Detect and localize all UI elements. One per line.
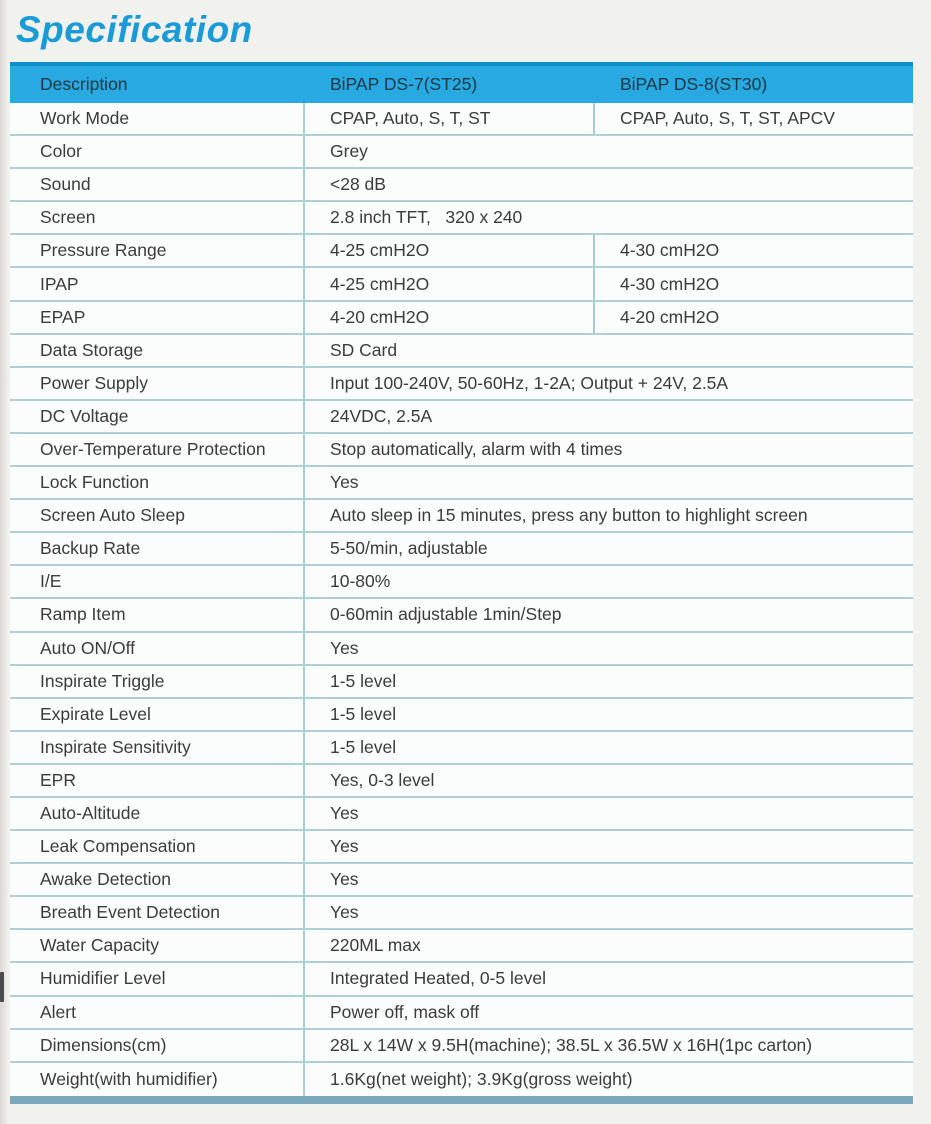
row-value: 1-5 level [330, 670, 397, 691]
row-label: Humidifier Level [10, 963, 305, 994]
row-value: Yes [330, 869, 359, 890]
row-value: 1-5 level [330, 736, 397, 757]
row-value: Stop automatically, alarm with 4 times [330, 438, 623, 459]
table-row [10, 831, 913, 864]
table-row [10, 798, 913, 831]
row-label: Alert [10, 997, 305, 1028]
row-value-ds8: 4-30 cmH2O [620, 273, 720, 294]
table-row [10, 467, 913, 500]
row-label: Water Capacity [10, 930, 305, 961]
table-row [10, 732, 913, 765]
row-value: 2.8 inch TFT, 320 x 240 [330, 207, 523, 228]
row-label: Leak Compensation [10, 831, 305, 862]
row-label: Backup Rate [10, 533, 305, 564]
table-row [10, 500, 913, 533]
row-value: 5-50/min, adjustable [330, 538, 488, 559]
table-row [10, 997, 913, 1030]
row-label: Ramp Item [10, 599, 305, 630]
row-value: Integrated Heated, 0-5 level [330, 968, 546, 989]
row-label: Dimensions(cm) [10, 1030, 305, 1061]
table-row [10, 1030, 913, 1063]
row-value: <28 dB [330, 174, 386, 195]
table-row [10, 599, 913, 632]
table-row [10, 566, 913, 599]
table-row [10, 533, 913, 566]
row-label: Inspirate Sensitivity [10, 732, 305, 763]
table-row [10, 103, 913, 136]
table-body [10, 103, 913, 1096]
row-label: Awake Detection [10, 864, 305, 895]
row-label: Lock Function [10, 467, 305, 498]
row-label: Pressure Range [10, 235, 305, 266]
row-value: Yes [330, 803, 359, 824]
row-value: Grey [330, 141, 368, 162]
row-value: 0-60min adjustable 1min/Step [330, 604, 562, 625]
row-value: 1-5 level [330, 703, 397, 724]
row-value-ds7: 4-20 cmH2O [305, 302, 595, 333]
row-value: Input 100-240V, 50-60Hz, 1-2A; Output + 24V, 2.5A [330, 372, 729, 393]
table-row [10, 368, 913, 401]
table-row [10, 666, 913, 699]
table-row [10, 202, 913, 235]
row-value: Yes [330, 472, 359, 493]
row-label: Power Supply [10, 368, 305, 399]
row-label: Over-Temperature Protection [10, 434, 305, 465]
table-row [10, 268, 913, 301]
row-label: Expirate Level [10, 699, 305, 730]
row-value: SD Card [330, 339, 398, 360]
row-value: 24VDC, 2.5A [330, 405, 433, 426]
row-value: Yes, 0-3 level [330, 769, 435, 790]
row-label: Screen [10, 202, 305, 233]
row-label: Weight(with humidifier) [10, 1063, 305, 1096]
header-bipap-ds7: BiPAP DS-7(ST25) [330, 74, 478, 94]
row-value-ds8: 4-20 cmH2O [620, 306, 720, 327]
header-description: Description [40, 74, 128, 94]
row-label: Work Mode [10, 103, 305, 134]
row-value-ds8: 4-30 cmH2O [620, 240, 720, 261]
row-value-ds7: 4-25 cmH2O [305, 268, 595, 299]
row-label: Inspirate Triggle [10, 666, 305, 697]
row-label: Color [10, 136, 305, 167]
table-row [10, 864, 913, 897]
row-value: 1.6Kg(net weight); 3.9Kg(gross weight) [330, 1068, 633, 1089]
table-row [10, 1063, 913, 1096]
table-bottom-bar [10, 1096, 913, 1104]
page-edge [0, 0, 8, 1124]
table-row [10, 897, 913, 930]
row-value: 10-80% [330, 571, 391, 592]
row-value: Yes [330, 637, 359, 658]
row-value: Yes [330, 902, 359, 923]
table-row [10, 434, 913, 467]
table-row [10, 765, 913, 798]
table-row [10, 633, 913, 666]
table-header [10, 62, 913, 103]
scan-artifact [0, 972, 4, 1002]
row-value: Yes [330, 836, 359, 857]
page-title: Specification [16, 9, 253, 50]
table-row [10, 302, 913, 335]
header-bipap-ds8: BiPAP DS-8(ST30) [620, 74, 768, 94]
row-label: I/E [10, 566, 305, 597]
table-row [10, 699, 913, 732]
row-label: DC Voltage [10, 401, 305, 432]
row-value-ds7: 4-25 cmH2O [305, 235, 595, 266]
row-value: Auto sleep in 15 minutes, press any button to highlight screen [330, 505, 808, 526]
row-label: Data Storage [10, 335, 305, 366]
row-value: 220ML max [330, 935, 421, 956]
row-label: Breath Event Detection [10, 897, 305, 928]
row-label: Sound [10, 169, 305, 200]
table-row [10, 963, 913, 996]
table-row [10, 136, 913, 169]
row-label: Screen Auto Sleep [10, 500, 305, 531]
row-value-ds8: CPAP, Auto, S, T, ST, APCV [620, 108, 835, 129]
table-row [10, 169, 913, 202]
row-value-ds7: CPAP, Auto, S, T, ST [305, 103, 595, 134]
row-label: EPR [10, 765, 305, 796]
table-row [10, 235, 913, 268]
row-value: 28L x 14W x 9.5H(machine); 38.5L x 36.5W x 16H(1pc carton) [330, 1034, 813, 1055]
spec-table [10, 62, 913, 1104]
row-value: Power off, mask off [330, 1001, 480, 1022]
row-label: EPAP [10, 302, 305, 333]
table-row [10, 930, 913, 963]
table-row [10, 401, 913, 434]
row-label: Auto-Altitude [10, 798, 305, 829]
row-label: Auto ON/Off [10, 633, 305, 664]
table-row [10, 335, 913, 368]
row-label: IPAP [10, 268, 305, 299]
